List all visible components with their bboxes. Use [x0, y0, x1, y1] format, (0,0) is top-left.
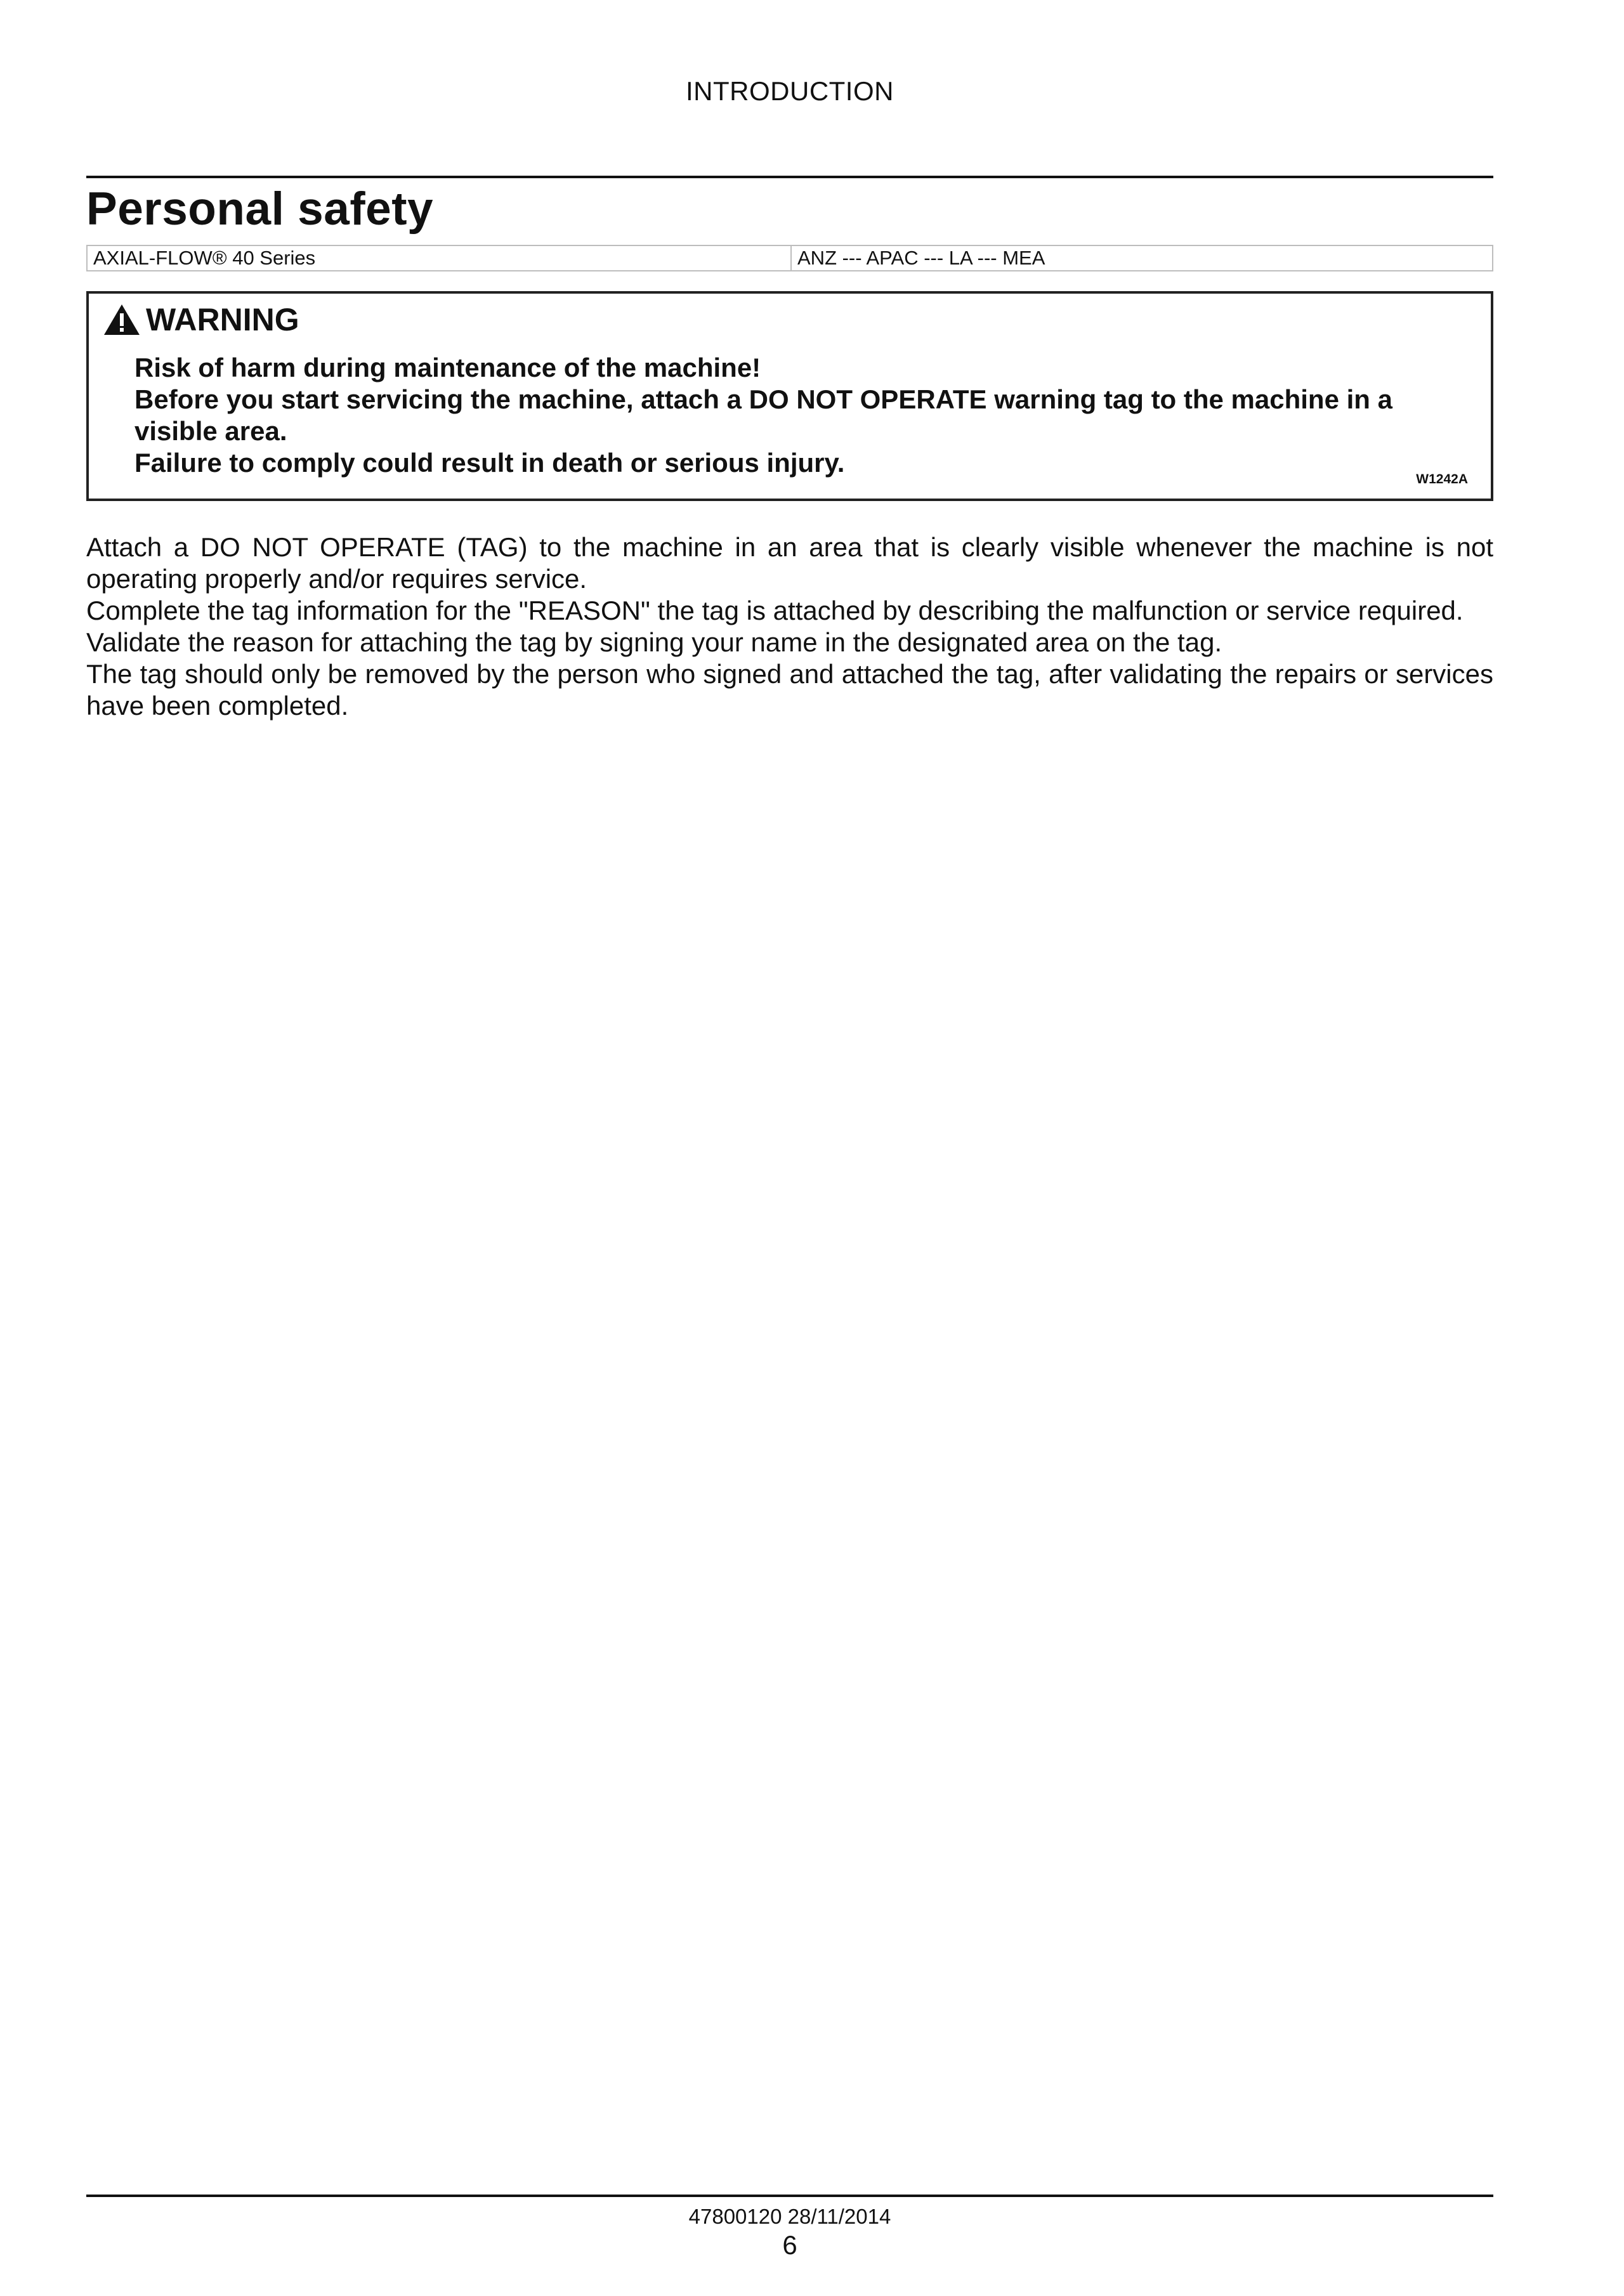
- title-rule: [86, 176, 1493, 178]
- body-paragraph: Complete the tag information for the "REASON" the tag is attached by describing the malfunction or service required.: [86, 596, 1464, 625]
- applicability-table: [86, 245, 1493, 271]
- warning-triangle-icon: [103, 303, 141, 336]
- footer-rule: [86, 2195, 1493, 2197]
- page-header-title: INTRODUCTION: [686, 76, 894, 106]
- warning-line: Before you start servicing the machine, attach a DO NOT OPERATE warning tag to the machine in a visible area.: [134, 384, 1392, 446]
- applicability-regions: ANZ --- APAC --- LA --- MEA: [797, 247, 1045, 269]
- footer-doc-id: 47800120 28/11/2014: [688, 2205, 891, 2228]
- body-paragraph: Attach a DO NOT OPERATE (TAG) to the machine in an area that is clearly visible whenever the machine is not operating properly and/or requires service.: [86, 532, 1493, 594]
- warning-line: Failure to comply could result in death or serious injury.: [134, 448, 845, 478]
- body-paragraph: Validate the reason for attaching the tag by signing your name in the designated area on the tag.: [86, 627, 1222, 657]
- warning-heading-row: [103, 301, 299, 338]
- body-text: [86, 532, 1493, 722]
- section-title: Personal safety: [86, 183, 434, 235]
- footer-page-number: 6: [782, 2230, 797, 2260]
- warning-box: [86, 291, 1493, 501]
- warning-heading: WARNING: [146, 302, 299, 337]
- warning-code: W1242A: [1416, 472, 1468, 486]
- warning-lines: [134, 352, 1479, 479]
- warning-line: Risk of harm during maintenance of the machine!: [134, 353, 761, 382]
- body-paragraph: The tag should only be removed by the person who signed and attached the tag, after validating the repairs or services have been completed.: [86, 659, 1493, 721]
- applicability-product: AXIAL-FLOW® 40 Series: [88, 246, 792, 270]
